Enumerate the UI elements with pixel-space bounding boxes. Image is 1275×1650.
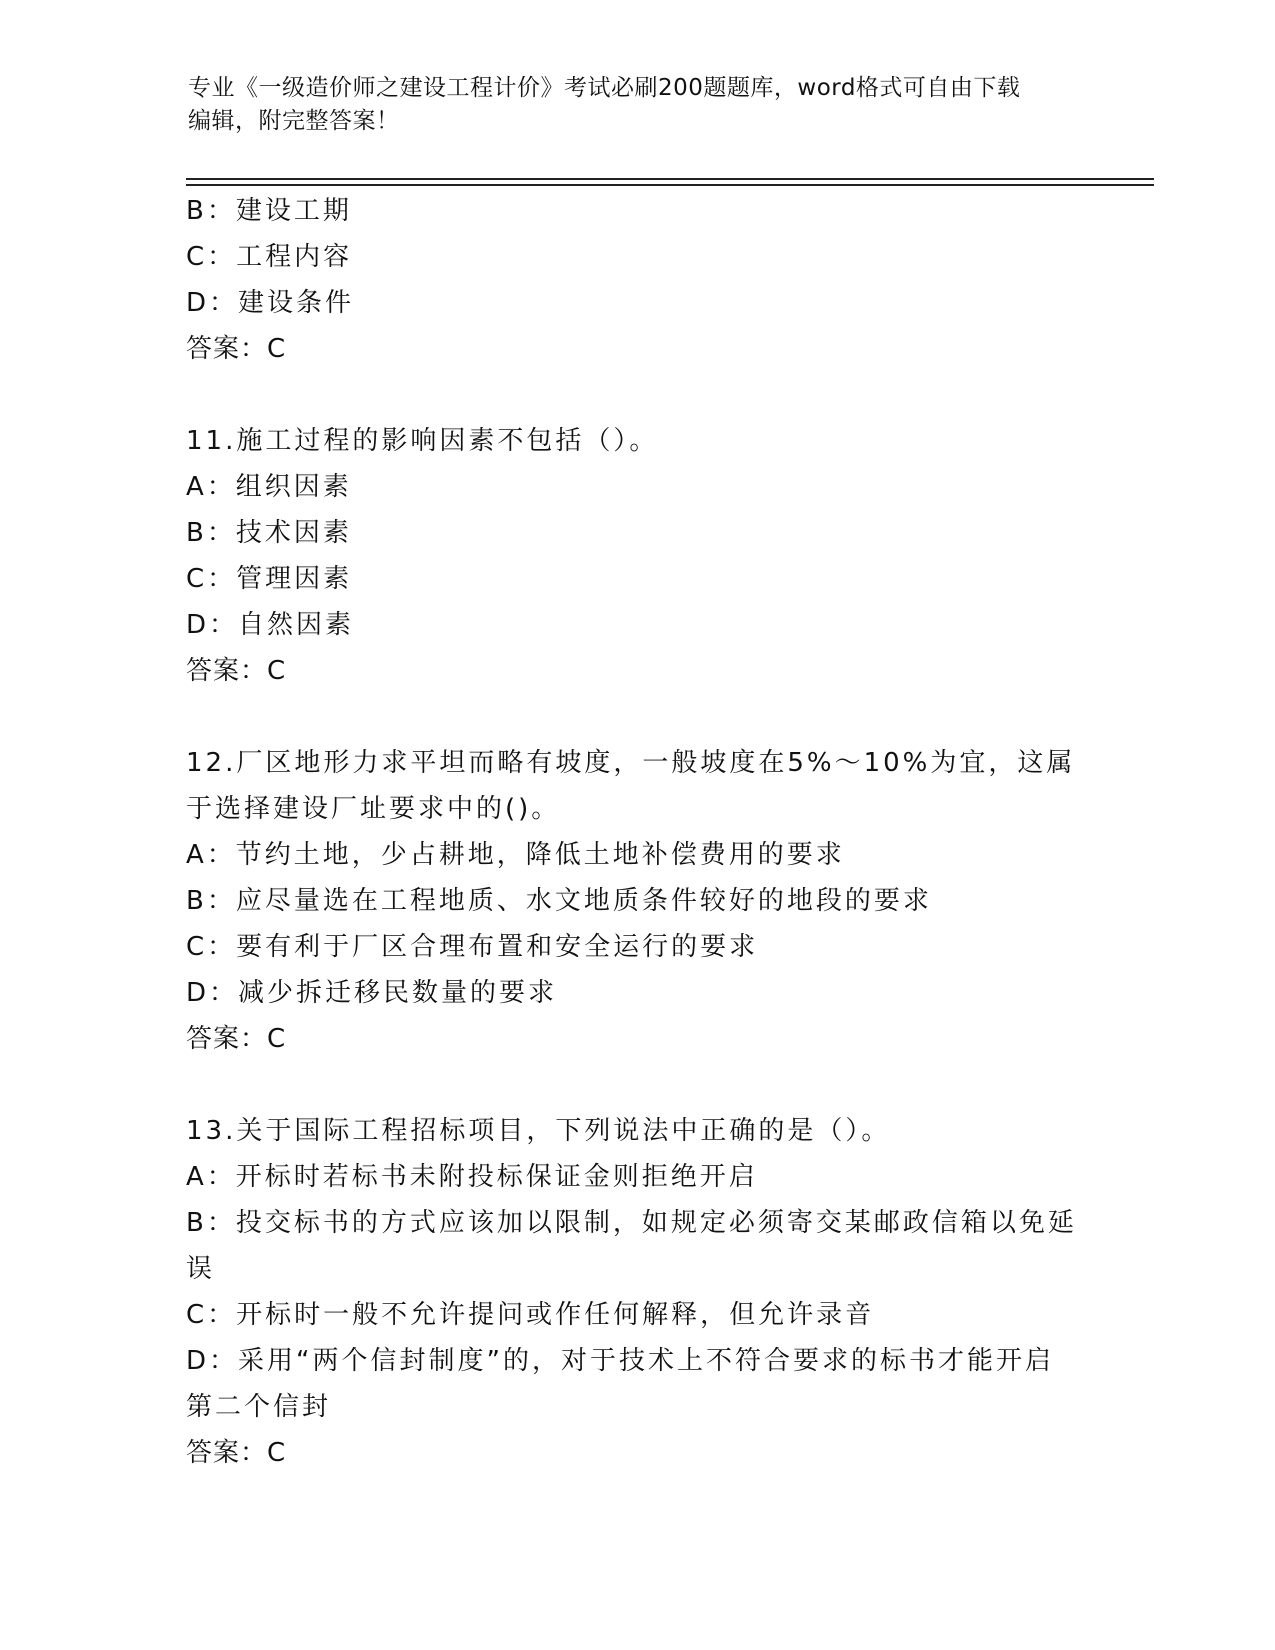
answer: 答案：C	[186, 1024, 287, 1054]
option-c: C：开标时一般不允许提问或作任何解释，但允许录音	[186, 1300, 875, 1330]
option-b-line-2: 误	[186, 1254, 216, 1284]
answer: 答案：C	[186, 334, 287, 364]
question-list	[186, 188, 1086, 1476]
answer: 答案：C	[186, 1438, 287, 1468]
spacer	[186, 372, 1086, 418]
question-13-block	[186, 1108, 1086, 1476]
spacer	[186, 1062, 1086, 1108]
page-header	[188, 72, 1068, 138]
question-11-block	[186, 418, 1086, 694]
option-b: B：技术因素	[186, 518, 352, 548]
option-c: C：要有利于厂区合理布置和安全运行的要求	[186, 932, 759, 962]
option-a: A：节约土地，少占耕地，降低土地补偿费用的要求	[186, 840, 845, 870]
question-10-block	[186, 188, 1086, 372]
question-text-line-1: 12.厂区地形力求平坦而略有坡度，一般坡度在5%～10%为宜，这属	[186, 748, 1076, 778]
option-d: D：自然因素	[186, 610, 355, 640]
option-b: B：建设工期	[186, 196, 352, 226]
question-text: 11.施工过程的影响因素不包括（）。	[186, 426, 659, 456]
header-line-1: 专业《一级造价师之建设工程计价》考试必刷200题题库，word格式可自由下载	[188, 75, 1021, 101]
option-b: B：应尽量选在工程地质、水文地质条件较好的地段的要求	[186, 886, 932, 916]
header-rule-top	[186, 178, 1154, 180]
spacer	[186, 694, 1086, 740]
header-rule-bottom	[186, 184, 1154, 186]
question-12-block	[186, 740, 1086, 1062]
question-text: 13.关于国际工程招标项目，下列说法中正确的是（）。	[186, 1116, 891, 1146]
header-line-2: 编辑，附完整答案！	[188, 108, 400, 134]
option-a: A：开标时若标书未附投标保证金则拒绝开启	[186, 1162, 758, 1192]
option-d: D：建设条件	[186, 288, 355, 318]
option-b-line-1: B：投交标书的方式应该加以限制，如规定必须寄交某邮政信箱以免延	[186, 1208, 1077, 1238]
option-d-line-2: 第二个信封	[186, 1392, 332, 1422]
option-d-line-1: D：采用“两个信封制度”的，对于技术上不符合要求的标书才能开启	[186, 1346, 1054, 1376]
option-c: C：管理因素	[186, 564, 353, 594]
option-a: A：组织因素	[186, 472, 352, 502]
answer: 答案：C	[186, 656, 287, 686]
question-text-line-2: 于选择建设厂址要求中的()。	[186, 794, 561, 824]
option-d: D：减少拆迁移民数量的要求	[186, 978, 558, 1008]
option-c: C：工程内容	[186, 242, 353, 272]
